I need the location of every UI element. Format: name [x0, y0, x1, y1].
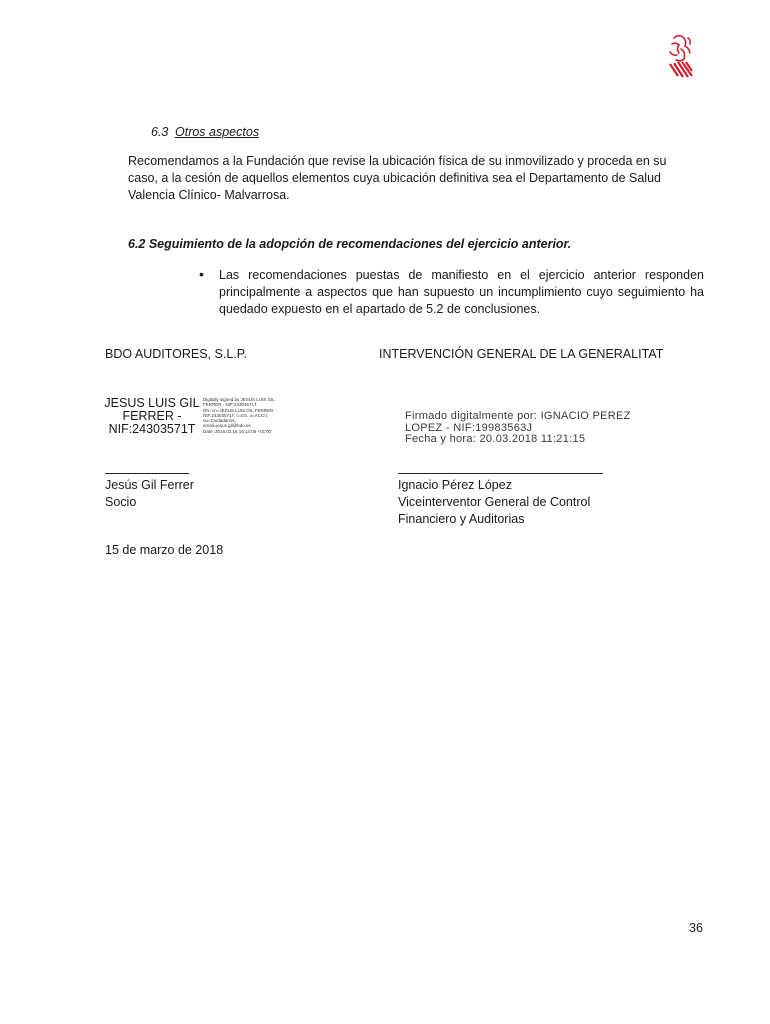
left-digital-signature-name [104, 397, 200, 436]
left-sig-detail: DN: cn=JESUS LUIS GIL FERRER - [203, 407, 276, 413]
left-signer-line2: FERRER - [122, 409, 182, 423]
followup-heading: 6.2 Seguimiento de la adopción de recomendaciones del ejercicio anterior. [128, 237, 572, 251]
right-sig-line3: Fecha y hora: 20.03.2018 11:21:15 [405, 433, 586, 445]
section-title: Otros aspectos [175, 125, 260, 139]
right-signer-name: Ignacio Pérez López [398, 478, 512, 492]
left-sig-detail: FERRER - NIF:24303571T [203, 402, 257, 408]
section-paragraph: Recomendamos a la Fundación que revise la ubicación física de su inmovilizado y proceda en su caso, a la cesión de aquellos elementos cuya ubicación definitiva sea el Departamento de Salud Valencia Clínico- Malvarrosa. [128, 154, 667, 202]
left-digital-signature-details [203, 397, 295, 434]
left-signature-line [105, 473, 189, 474]
left-sig-detail: Digitally signed by JESUS LUIS GIL [203, 397, 275, 402]
section-number: 6.3 [151, 125, 169, 139]
right-signer-role-line1: Viceinterventor General de Control [398, 495, 591, 509]
left-signer-role: Socio [105, 495, 137, 509]
bullet-marker: • [199, 266, 204, 282]
document-date: 15 de marzo de 2018 [105, 543, 224, 557]
left-sig-detail: NIF:24303571T, c=ES, o=ACCV, [203, 412, 269, 418]
page-number: 36 [689, 921, 703, 935]
followup-bullet-text: Las recomendaciones puestas de manifiesto en el ejercicio anterior responden principalmente a aspectos que han supuesto un incumplimiento cuyo seguimiento ha quedado expuesto en el apartado de 5.2 de conclusiones. [219, 268, 704, 316]
left-sig-detail: Date: 2018.03.15 15:14:06 +01'00' [203, 428, 272, 434]
generalitat-valenciana-emblem-icon [664, 32, 696, 84]
right-sig-line2: LOPEZ - NIF:19983563J [405, 421, 533, 434]
left-organization: BDO AUDITORES, S.L.P. [105, 347, 247, 361]
right-digital-signature [405, 411, 631, 446]
right-organization: INTERVENCIÓN GENERAL DE LA GENERALITAT [379, 347, 664, 361]
right-signature-line [398, 473, 603, 474]
right-sig-line1: Firmado digitalmente por: IGNACIO PEREZ [405, 410, 631, 422]
left-sig-detail: email=jesus.gil@bdo.es [203, 423, 251, 429]
left-signer-line3: NIF:24303571T [108, 422, 196, 436]
left-signer-line1: JESUS LUIS GIL [104, 396, 200, 410]
left-sig-detail: ou=Ciudadanos, [203, 418, 236, 424]
right-signer-role-line2: Financiero y Auditorias [398, 512, 525, 526]
left-signer-name: Jesús Gil Ferrer [105, 478, 194, 492]
